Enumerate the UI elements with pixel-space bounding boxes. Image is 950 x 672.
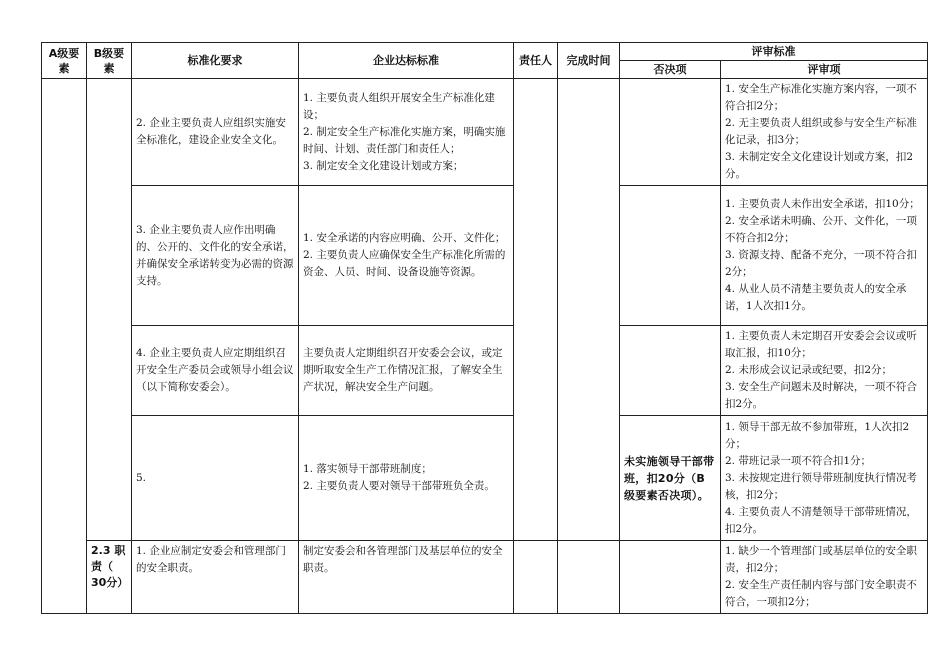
- standard-line: 1. 落实领导干部带班制度；: [303, 463, 432, 475]
- review-line: 3. 未制定安全文化建设计划或方案，扣2分。: [725, 151, 914, 180]
- review-line: 1. 缺少一个管理部门或基层单位的安全职责，扣2分；: [725, 545, 917, 574]
- review-cell: [721, 326, 928, 416]
- standard-cell: [299, 416, 514, 541]
- table-row: [42, 186, 928, 326]
- review-line: 2. 安全承诺未明确、公开、文件化，一项不符合扣2分；: [725, 215, 917, 244]
- review-cell: [721, 541, 928, 614]
- b-level-cell: [87, 79, 132, 541]
- a-level-cell: [42, 79, 87, 614]
- col-veto-items: 否决项: [620, 61, 721, 79]
- review-line: 2. 带班记录一项不符合扣1分；: [725, 454, 872, 467]
- responsible-cell: [514, 79, 558, 541]
- review-line: 2. 未形成会议记录或纪要，扣2分；: [725, 364, 893, 376]
- review-standards-table: [41, 42, 928, 614]
- requirement-cell: 2. 企业主要负责人应组织实施安全标准化，建设企业安全文化。: [132, 79, 299, 186]
- review-line: 4. 从业人员不清楚主要负责人的安全承诺，1人次扣1分。: [725, 283, 907, 312]
- review-line: 1. 领导干部无故不参加带班，1人次扣2分；: [725, 420, 910, 450]
- col-enterprise-standard: 企业达标标准: [299, 43, 514, 79]
- standard-line: 2. 主要负责人要对领导干部带班负全责。: [303, 480, 495, 492]
- requirement-cell: 5.: [132, 416, 299, 541]
- standard-line: 制定安委会和各管理部门及基层单位的安全职责。: [303, 545, 503, 574]
- standard-cell: [299, 541, 514, 614]
- requirement-cell: 1. 企业应制定安委会和管理部门的安全职责。: [132, 541, 299, 614]
- col-review-standard: 评审标准: [620, 43, 928, 61]
- requirement-cell: 4. 企业主要负责人应定期组织召开安全生产委员会或领导小组会议（以下简称安委会）。: [132, 326, 299, 416]
- standard-cell: [299, 326, 514, 416]
- veto-cell: 未实施领导干部带班，扣20分（B级要素否决项）。: [620, 416, 721, 541]
- table-row: [42, 416, 928, 541]
- col-a-level: A级要素: [42, 43, 87, 79]
- standard-line: 3. 制定安全文化建设计划或方案；: [303, 159, 464, 172]
- veto-cell: [620, 186, 721, 326]
- review-line: 4. 主要负责人不清楚领导干部带班情况，扣2分。: [725, 505, 917, 535]
- review-line: 2. 无主要负责人组织或参与安全生产标准化记录，扣3分；: [725, 117, 917, 146]
- review-line: 3. 未按规定进行领导带班制度执行情况考核，扣2分；: [725, 471, 917, 501]
- review-cell: [721, 186, 928, 326]
- review-line: 3. 资源支持、配备不充分，一项不符合扣2分；: [725, 249, 917, 278]
- col-responsible: 责任人: [514, 43, 558, 79]
- table-row: [42, 326, 928, 416]
- table-row: [42, 541, 928, 614]
- b-element-duty: 2.3 职责（ 30分）: [87, 541, 132, 614]
- review-cell: [721, 416, 928, 541]
- standard-cell: [299, 186, 514, 326]
- veto-cell: [620, 326, 721, 416]
- standard-line: 主要负责人定期组织召开安委会会议，或定期听取安全生产工作情况汇报，了解安全生产状况，解决安全生产问题。: [303, 347, 503, 393]
- header-row-1: [42, 43, 928, 61]
- standard-line: 1. 安全承诺的内容应明确、公开、文件化；: [303, 232, 506, 244]
- review-line: 1. 安全生产标准化实施方案内容，一项不符合扣2分；: [725, 83, 917, 112]
- requirement-cell: 3. 企业主要负责人应作出明确的、公开的、文件化的安全承诺，并确保安全承诺转变为必需的资源支持。: [132, 186, 299, 326]
- review-line: 2. 安全生产责任制内容与部门安全职责不符合，一项扣2分；: [725, 579, 917, 608]
- completion-time-cell: [558, 541, 620, 614]
- col-b-level: B级要素: [87, 43, 132, 79]
- table-row: [42, 79, 928, 186]
- responsible-cell: [514, 541, 558, 614]
- veto-cell: [620, 541, 721, 614]
- standard-line: 2. 主要负责人应确保安全生产标准化所需的资金、人员、时间、设备设施等资源。: [303, 249, 506, 278]
- standard-line: 1. 主要负责人组织开展安全生产标准化建设；: [303, 91, 495, 121]
- completion-time-cell: [558, 79, 620, 541]
- col-completion-time: 完成时间: [558, 43, 620, 79]
- standard-cell: [299, 79, 514, 186]
- col-standard-requirement: 标准化要求: [132, 43, 299, 79]
- veto-cell: [620, 79, 721, 186]
- standard-line: 2. 制定安全生产标准化实施方案，明确实施时间、计划、责任部门和责任人；: [303, 125, 506, 155]
- review-line: 3. 安全生产问题未及时解决，一项不符合扣2分。: [725, 381, 917, 410]
- review-line: 1. 主要负责人未作出安全承诺，扣10分；: [725, 198, 920, 210]
- col-review-items: 评审项: [721, 61, 928, 79]
- review-cell: [721, 79, 928, 186]
- review-line: 1. 主要负责人未定期召开安委会会议或听取汇报，扣10分；: [725, 330, 917, 359]
